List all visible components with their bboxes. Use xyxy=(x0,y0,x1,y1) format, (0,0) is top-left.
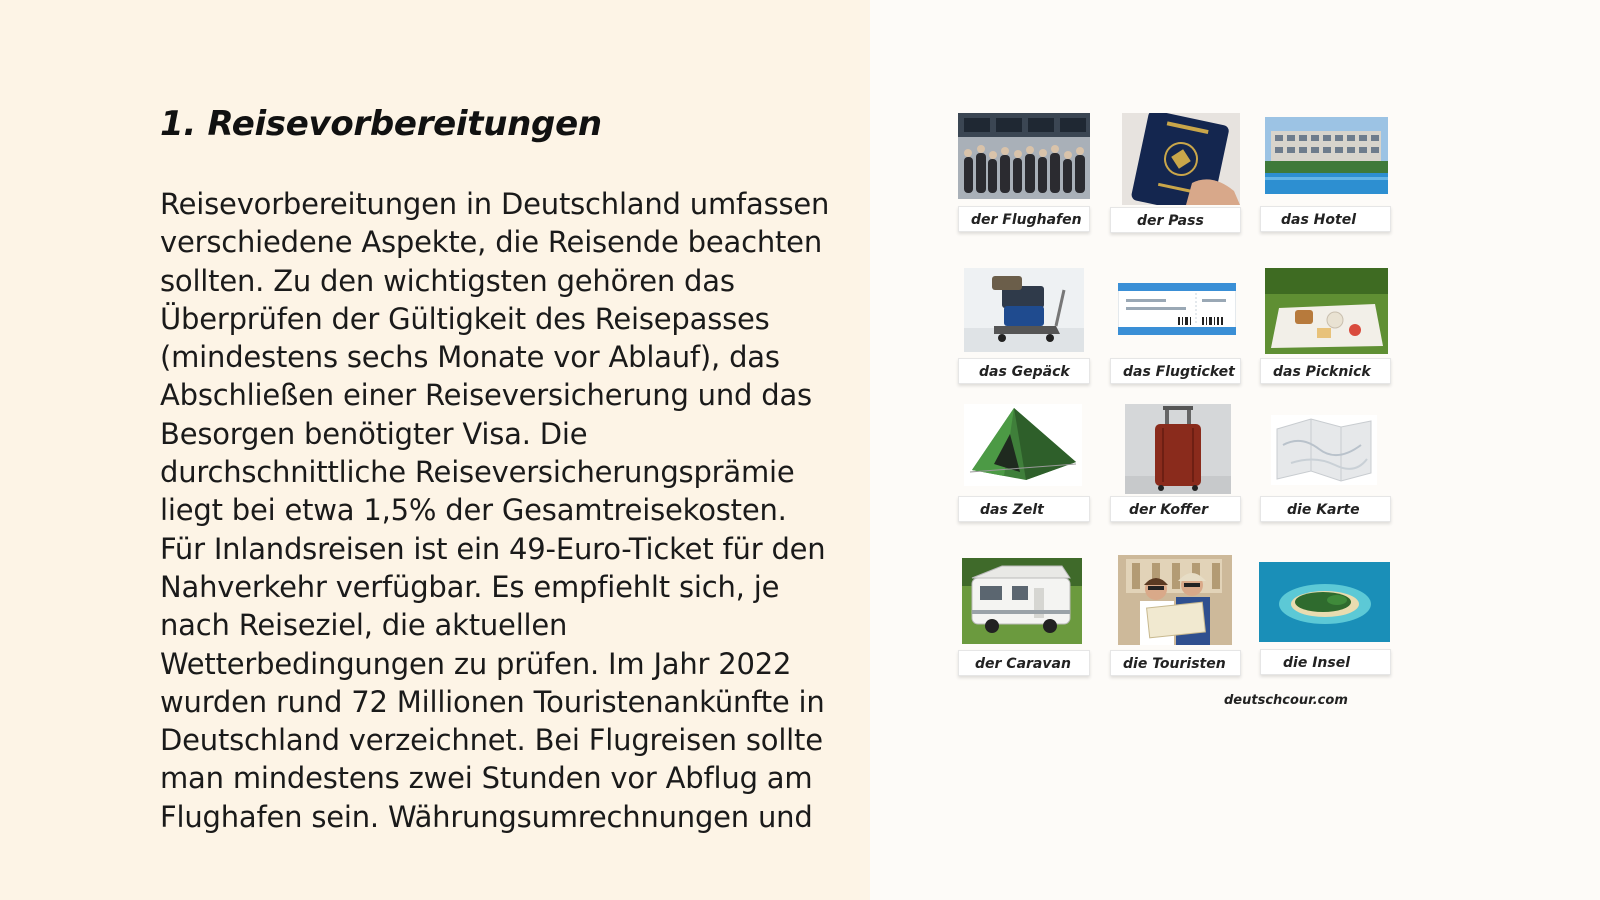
vocab-label: der Pass xyxy=(1110,207,1241,233)
watermark-text: deutschcour.com xyxy=(1224,693,1348,708)
vocab-label: das Hotel xyxy=(1260,206,1391,232)
suitcase-photo-icon xyxy=(1125,404,1231,494)
caravan-photo-icon xyxy=(962,558,1082,644)
picnic-photo-icon xyxy=(1265,268,1388,354)
island-photo-icon xyxy=(1259,562,1390,642)
vocab-label: das Picknick xyxy=(1260,358,1391,384)
airport-photo-icon xyxy=(958,113,1090,199)
tent-photo-icon xyxy=(964,404,1082,486)
vocab-label: das Flugticket xyxy=(1110,358,1241,384)
passport-photo-icon xyxy=(1122,113,1240,205)
vocab-label: der Koffer xyxy=(1110,496,1241,522)
slide-body-text: Reisevorbereitungen in Deutschland umfassen verschiedene Aspekte, die Reisende beachten sollten. Zu den wichtigsten gehören das Überprüfen der Gültigkeit des Reisepasses (mindestens sechs Monate vor Ablauf), das Abschließen einer Reiseversicherung und das Besorgen benötigter Visa. Die durchschnittliche Reiseversicherungsprämie liegt bei etwa 1,5% der Gesamtreisekosten. Für Inlandsreisen ist ein 49-Euro-Ticket für den Nahverkehr verfügbar. Es empfiehlt sich, je nach Reiseziel, die aktuellen Wetterbedingungen zu prüfen. Im Jahr 2022 wurden rund 72 Millionen Touristenankünfte in Deutschland verzeichnet. Bei Flugreisen sollte man mindestens zwei Stunden vor Abflug am Flughafen sein. Währungsumrechnungen und xyxy=(160,187,830,834)
slide-title: 1. Reisevorbereitungen xyxy=(160,104,602,144)
flight-ticket-photo-icon xyxy=(1118,283,1236,335)
vocab-label: der Flughafen xyxy=(958,206,1090,232)
vocab-label: die Touristen xyxy=(1110,650,1241,676)
vocab-label: das Zelt xyxy=(958,496,1090,522)
luggage-cart-photo-icon xyxy=(964,268,1084,352)
vocab-label: die Insel xyxy=(1260,649,1391,675)
hotel-photo-icon xyxy=(1265,117,1388,194)
vocab-label: die Karte xyxy=(1260,496,1391,522)
vocab-label: der Caravan xyxy=(958,650,1090,676)
tourists-photo-icon xyxy=(1118,555,1232,645)
vocab-label: das Gepäck xyxy=(958,358,1090,384)
map-photo-icon xyxy=(1271,415,1377,485)
